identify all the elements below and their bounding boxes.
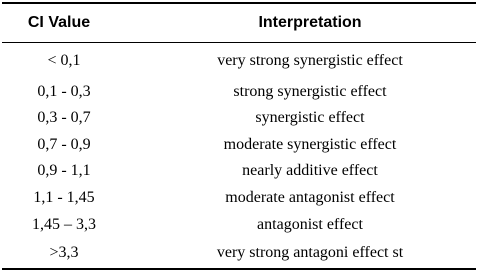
header-interpretation: Interpretation (258, 14, 362, 31)
ci-cell: < 0,1 (47, 52, 81, 69)
interpretation-cell: antagonist effect (257, 216, 363, 233)
ci-cell: >3,3 (49, 244, 79, 261)
ci-cell: 1,1 - 1,45 (33, 189, 95, 206)
interpretation-cell: moderate antagonist effect (225, 189, 395, 206)
interpretation-cell: strong synergistic effect (233, 83, 387, 100)
table-bottom-rule (2, 268, 476, 270)
header-ci-value: CI Value (27, 14, 91, 31)
ci-cell: 0,3 - 0,7 (37, 109, 91, 126)
ci-cell: 0,1 - 0,3 (37, 83, 91, 100)
ci-cell: 0,7 - 0,9 (37, 136, 91, 153)
interpretation-cell: very strong synergistic effect (217, 52, 403, 69)
interpretation-cell: synergistic effect (255, 109, 365, 126)
interpretation-cell: nearly additive effect (242, 162, 378, 179)
interpretation-cell: moderate synergistic effect (223, 136, 397, 153)
interpretation-cell: very strong antagoni effect st (216, 244, 404, 261)
ci-cell: 0,9 - 1,1 (37, 162, 91, 179)
ci-cell: 1,45 – 3,3 (32, 216, 96, 233)
